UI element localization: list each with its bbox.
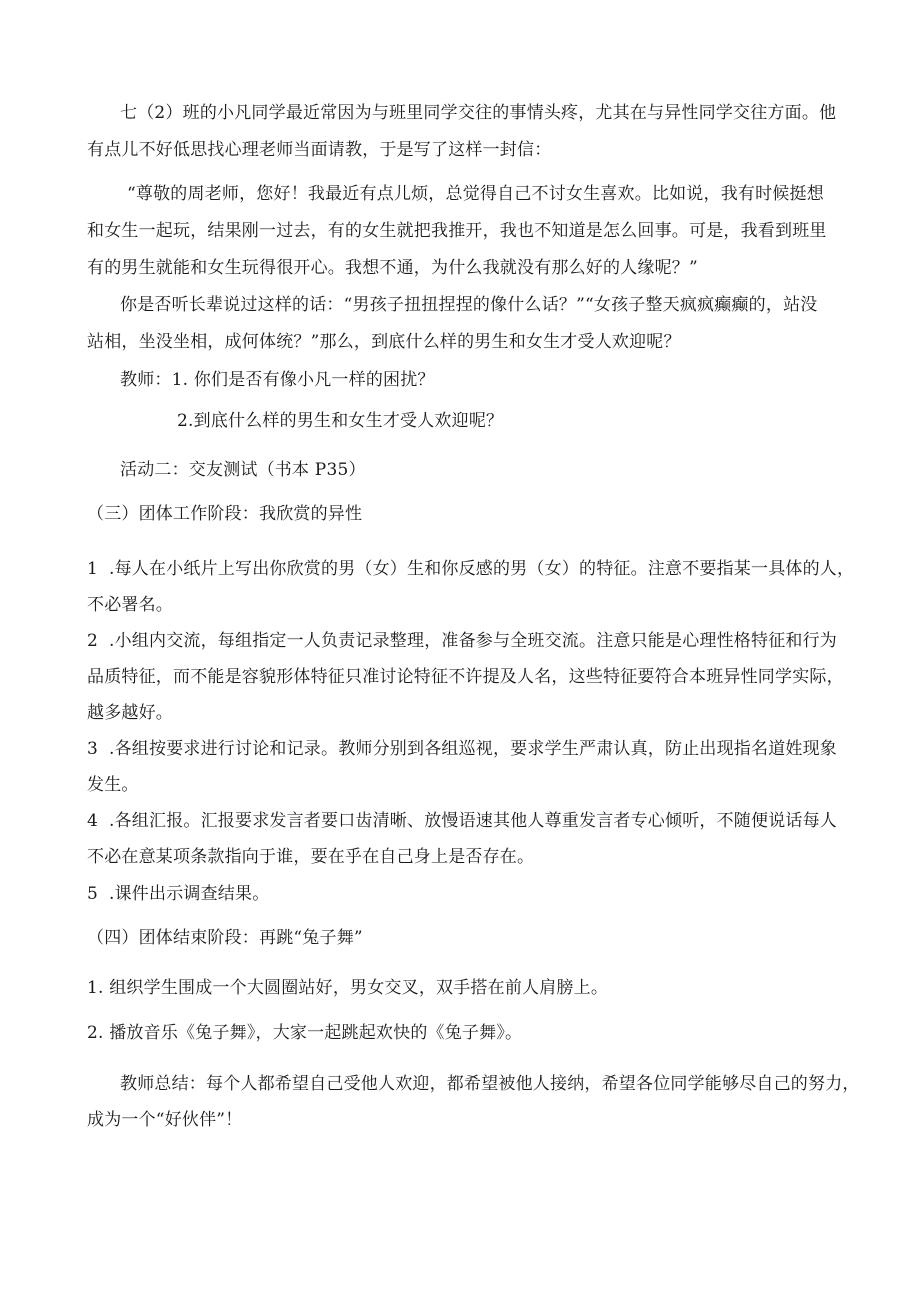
letter-line-2: 和女生一起玩，结果刚一过去，有的女生就把我推开，我也不知道是怎么回事。可是，我看到班里 (87, 221, 827, 241)
stage-four-heading: （四）团体结束阶段：再跳“兔子舞” (87, 928, 363, 948)
letter-line-1: “尊敬的周老师，您好！我最近有点儿烦，总觉得自己不讨女生喜欢。比如说，我有时候挺想 (127, 184, 824, 204)
list-item-3-line-2: 发生。 (87, 775, 139, 795)
teacher-summary-line-2: 成为一个“好伙伴”！ (87, 1110, 243, 1130)
list-item-number: 3 (87, 739, 99, 759)
list-item-5-line-1 (87, 882, 269, 906)
intro-paragraph-line-1: 七（2）班的小凡同学最近常因为与班里同学交往的事情头疼，尤其在与异性同学交往方面。他 (120, 103, 837, 123)
elders-saying-line-2: 站相，坐没坐相，成何体统？”那么，到底什么样的男生和女生才受人欢迎呢？ (87, 332, 681, 352)
elders-saying-line-1: 你是否听长辈说过这样的话：“男孩子扭扭捏捏的像什么话？”“女孩子整天疯疯癫癫的，站没 (120, 295, 818, 315)
list-item-number: 5 (87, 884, 99, 904)
stage-four-item-2: 2. 播放音乐《兔子舞》，大家一起跳起欢快的《兔子舞》。 (87, 1023, 523, 1043)
list-item-2-line-3: 越多越好。 (87, 703, 173, 723)
list-item-text: .各组按要求进行讨论和记录。教师分别到各组巡视，要求学生严肃认真，防止出现指名道姓现象 (109, 739, 838, 759)
teacher-question-1: 教师：1. 你们是否有像小凡一样的困扰？ (120, 370, 435, 390)
stage-three-heading: （三）团体工作阶段：我欣赏的异性 (87, 504, 363, 524)
list-item-text: .每人在小纸片上写出你欣赏的男（女）生和你反感的男（女）的特征。注意不要指某一具体的人， (109, 559, 855, 579)
list-item-number: 1 (87, 559, 99, 579)
list-item-text: .课件出示调查结果。 (109, 884, 270, 904)
list-item-1-line-1 (87, 557, 854, 581)
list-item-number: 4 (87, 811, 99, 831)
teacher-summary-line-1: 教师总结：每个人都希望自己受他人欢迎，都希望被他人接纳，希望各位同学能够尽自己的努力， (120, 1074, 860, 1094)
list-item-4-line-1 (87, 809, 837, 833)
list-item-text: .小组内交流，每组指定一人负责记录整理，准备参与全班交流。注意只能是心理性格特征和行为 (109, 631, 838, 651)
activity-two-title: 活动二：交友测试（书本 P35） (120, 460, 366, 480)
list-item-2-line-1 (87, 629, 837, 653)
list-item-number: 2 (87, 631, 99, 651)
letter-line-3: 有的男生就能和女生玩得很开心。我想不通，为什么我就没有那么好的人缘呢？” (87, 258, 698, 278)
stage-four-item-1: 1. 组织学生围成一个大圆圈站好，男女交叉，双手搭在前人肩膀上。 (87, 978, 609, 998)
list-item-1-line-2: 不必署名。 (87, 595, 173, 615)
teacher-question-2: 2.到底什么样的男生和女生才受人欢迎呢？ (177, 411, 504, 431)
intro-paragraph-line-2: 有点儿不好低思找心理老师当面请教，于是写了这样一封信： (87, 140, 552, 160)
list-item-text: .各组汇报。汇报要求发言者要口齿清晰、放慢语速其他人尊重发言者专心倾听，不随便说话每人 (109, 811, 838, 831)
list-item-3-line-1 (87, 737, 837, 761)
list-item-2-line-2: 品质特征，而不能是容貌形体特征只准讨论特征不许提及人名，这些特征要符合本班异性同学实际， (87, 667, 844, 687)
list-item-4-line-2: 不必在意某项条款指向于谁，要在乎在自己身上是否存在。 (87, 847, 535, 867)
